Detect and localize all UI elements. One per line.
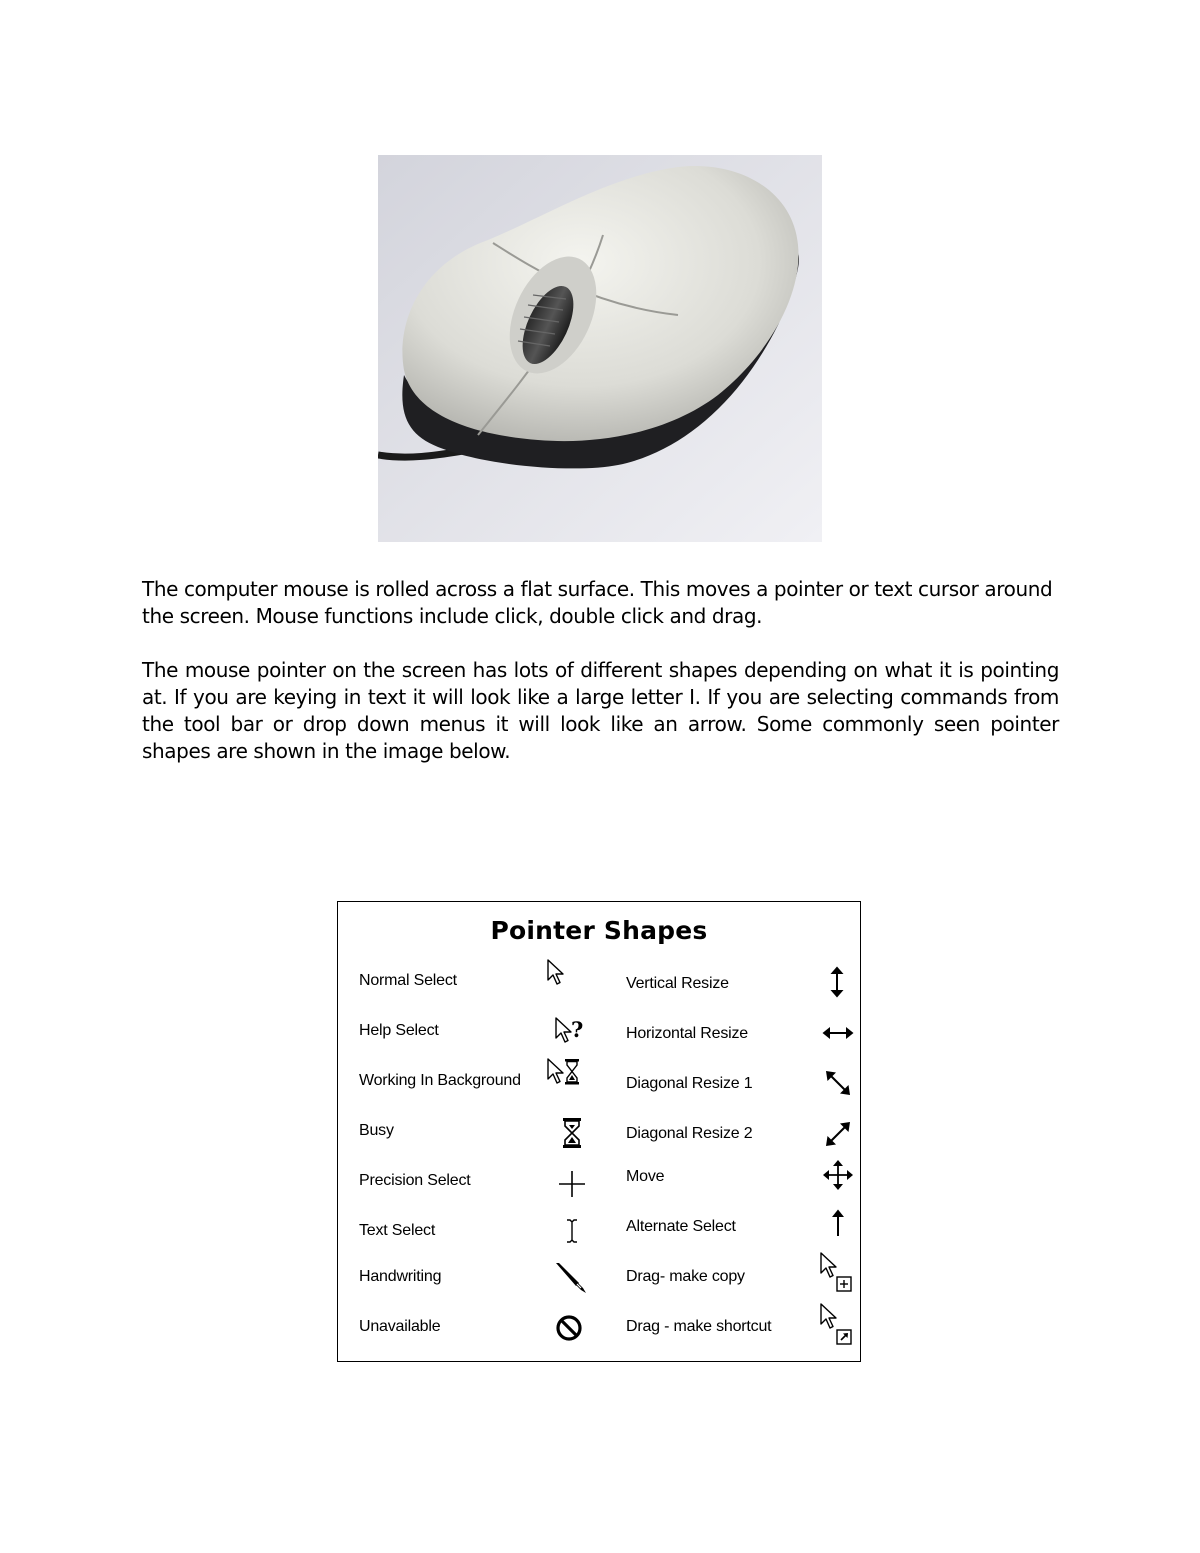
diagonal-resize-2-icon [824, 1120, 852, 1148]
label-drag-make-copy: Drag- make copy [626, 1268, 745, 1285]
label-text-select: Text Select [359, 1222, 436, 1239]
label-normal-select: Normal Select [359, 972, 457, 989]
pointer-description-paragraph: The mouse pointer on the screen has lots of different shapes depending on what it is pointing at. If you are keying in text it will look like a large letter I. If you are selecting commands from the tool bar or drop down menus it will look like an arrow. Some commonly seen pointer shapes are shown in the image below. [142, 658, 1059, 763]
pointer-shapes-title: Pointer Shapes [490, 916, 708, 945]
label-drag-make-shortcut: Drag - make shortcut [626, 1318, 772, 1335]
hourglass-icon [562, 1117, 582, 1149]
drag-copy-icon [819, 1251, 855, 1293]
label-alternate-select: Alternate Select [626, 1218, 736, 1235]
label-unavailable: Unavailable [359, 1318, 441, 1335]
working-background-icon [546, 1057, 586, 1089]
vertical-resize-icon [826, 965, 848, 999]
i-beam-icon [564, 1218, 580, 1244]
up-arrow-icon [828, 1208, 848, 1238]
crosshair-icon [557, 1169, 587, 1199]
label-handwriting: Handwriting [359, 1268, 442, 1285]
label-horizontal-resize: Horizontal Resize [626, 1025, 748, 1042]
pointer-shapes-chart [337, 901, 861, 1362]
computer-mouse-photo [378, 155, 822, 542]
svg-text:?: ? [571, 1017, 584, 1042]
label-move: Move [626, 1168, 665, 1185]
help-select-icon [554, 1016, 592, 1046]
label-busy: Busy [359, 1122, 394, 1139]
pen-icon [553, 1260, 589, 1294]
unavailable-icon [554, 1313, 584, 1343]
move-icon [822, 1159, 854, 1191]
label-precision-select: Precision Select [359, 1172, 471, 1189]
label-working-in-background: Working In Background [359, 1072, 521, 1089]
drag-shortcut-icon [819, 1302, 855, 1346]
label-diagonal-resize-1: Diagonal Resize 1 [626, 1075, 753, 1092]
label-help-select: Help Select [359, 1022, 439, 1039]
label-vertical-resize: Vertical Resize [626, 975, 729, 992]
diagonal-resize-1-icon [824, 1069, 852, 1097]
horizontal-resize-icon [821, 1023, 855, 1043]
label-diagonal-resize-2: Diagonal Resize 2 [626, 1125, 753, 1142]
intro-paragraph: The computer mouse is rolled across a flat surface. This moves a pointer or text cursor around the screen. Mouse functions include click, double click and drag. [142, 577, 1053, 628]
arrow-pointer-icon [546, 958, 568, 988]
